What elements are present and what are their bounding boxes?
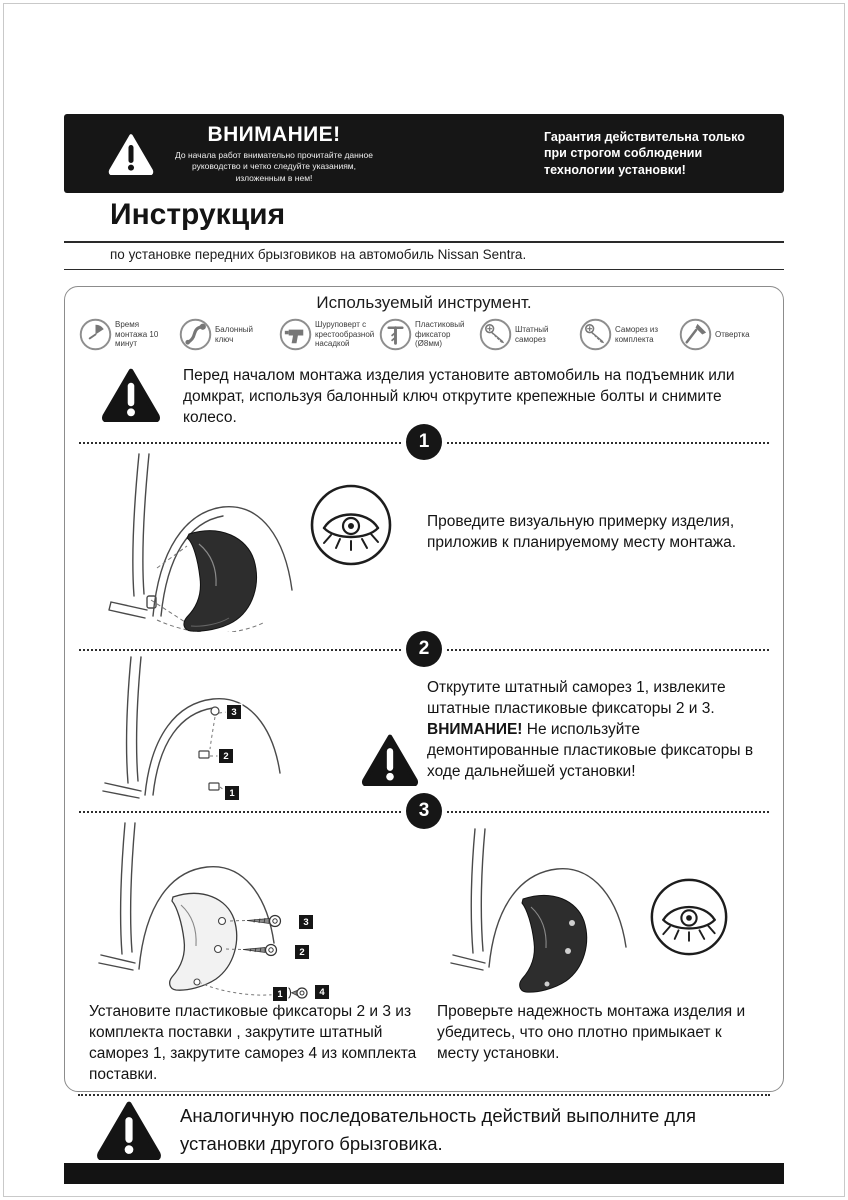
tool-item-screw-gun: [279, 318, 373, 351]
tool-label: Балонный ключ: [215, 325, 253, 344]
tool-item-lug-wrench: [179, 318, 273, 351]
final-warning-text: Аналогичную последовательность действий выполните для установки другого брызговика.: [180, 1105, 696, 1154]
banner-text-block: [166, 123, 382, 183]
tool-label: Саморез из комплекта: [615, 325, 659, 344]
fender-fasteners-illustration-step2: [87, 655, 317, 803]
tools-heading: Используемый инструмент.: [316, 293, 532, 312]
kit-screw-icon: [579, 318, 612, 351]
step-number-3: 3: [406, 793, 442, 829]
fastener-marker: 2: [295, 945, 309, 959]
tool-item-plastic-clip: [379, 318, 473, 351]
screwdriver-icon: [679, 318, 712, 351]
tool-item-time: [79, 318, 173, 351]
step-number-1: 1: [406, 424, 442, 460]
subtitle-divider: [64, 269, 784, 270]
tool-item-screwdriver: [679, 318, 773, 351]
step-number-2: 2: [406, 631, 442, 667]
step1-text: Проведите визуальную примерку изделия, приложив к планируемому месту монтажа.: [427, 513, 737, 552]
clock-icon: [79, 318, 112, 351]
fastener-marker: 1: [273, 987, 287, 1001]
final-separator: [78, 1094, 770, 1096]
intro-warning-text: Перед началом монтажа изделия установите автомобиль на подъемник или домкрат, используя балонный ключ открутите крепежные болты и снимите колесо.: [183, 367, 735, 427]
tool-label: Штатный саморез: [515, 325, 549, 344]
bottom-bar: [64, 1163, 784, 1184]
title-divider: [64, 241, 784, 243]
fastener-marker: 3: [299, 915, 313, 929]
step2-warning-text: Не используйте демонтированные пластиковые фиксаторы в ходе дальнейшей установки!: [427, 721, 754, 781]
tool-label: Отвертка: [715, 329, 750, 339]
instruction-box: [64, 286, 784, 1092]
tool-item-stock-screw: [479, 318, 573, 351]
tool-label: Время монтажа 10 минут: [115, 320, 159, 349]
final-check-eye-icon: [649, 877, 729, 957]
page-subtitle: по установке передних брызговиков на автомобиль Nissan Sentra.: [110, 247, 527, 262]
warning-triangle-icon: [361, 733, 419, 786]
warning-triangle-icon: [101, 367, 161, 422]
page-title: Инструкция: [110, 198, 286, 231]
stock-screw-icon: [479, 318, 512, 351]
plastic-clip-icon: [379, 318, 412, 351]
warning-triangle-icon: [108, 133, 154, 175]
banner-title: ВНИМАНИЕ!: [207, 123, 341, 147]
lug-wrench-icon: [179, 318, 212, 351]
fastener-marker: 2: [219, 749, 233, 763]
step2-main-text: Открутите штатный саморез 1, извлеките штатные пластиковые фиксаторы 2 и 3.: [427, 679, 726, 718]
step3-left-text: Установите пластиковые фиксаторы 2 и 3 из комплекта поставки , закрутите штатный саморез 1, закрутите саморез 4 из комплекта поставки.: [89, 1003, 417, 1084]
banner-subtitle: До начала работ внимательно прочитайте данное руководство и четко следуйте указаниям, изложенным в нем!: [175, 150, 373, 183]
warning-triangle-icon: [96, 1100, 162, 1160]
fastener-marker: 1: [225, 786, 239, 800]
tool-item-kit-screw: [579, 318, 673, 351]
tools-row: [79, 318, 773, 351]
step3-right-text: Проверьте надежность монтажа изделия и убедитесь, что оно плотно примыкает к месту установки.: [437, 1003, 746, 1063]
visual-check-eye-icon: [309, 483, 393, 567]
tool-label: Пластиковый фиксатор (Ø8мм): [415, 320, 465, 349]
fastener-marker: 3: [227, 705, 241, 719]
step2-warning-label: ВНИМАНИЕ!: [427, 721, 523, 739]
screw-gun-icon: [279, 318, 312, 351]
warning-banner: [64, 114, 784, 193]
fastener-marker: 4: [315, 985, 329, 999]
tool-label: Шуруповерт с крестообразной насадкой: [315, 320, 375, 349]
fender-mudguard-illustration-step1: [87, 450, 315, 632]
mudguard-installed-illustration-step3: [439, 825, 671, 997]
banner-guarantee-note: Гарантия действительна только при строгом соблюдении технологии установки!: [544, 129, 745, 177]
step2-text: [427, 677, 759, 782]
mudguard-mounting-illustration-step3: [85, 819, 337, 1007]
